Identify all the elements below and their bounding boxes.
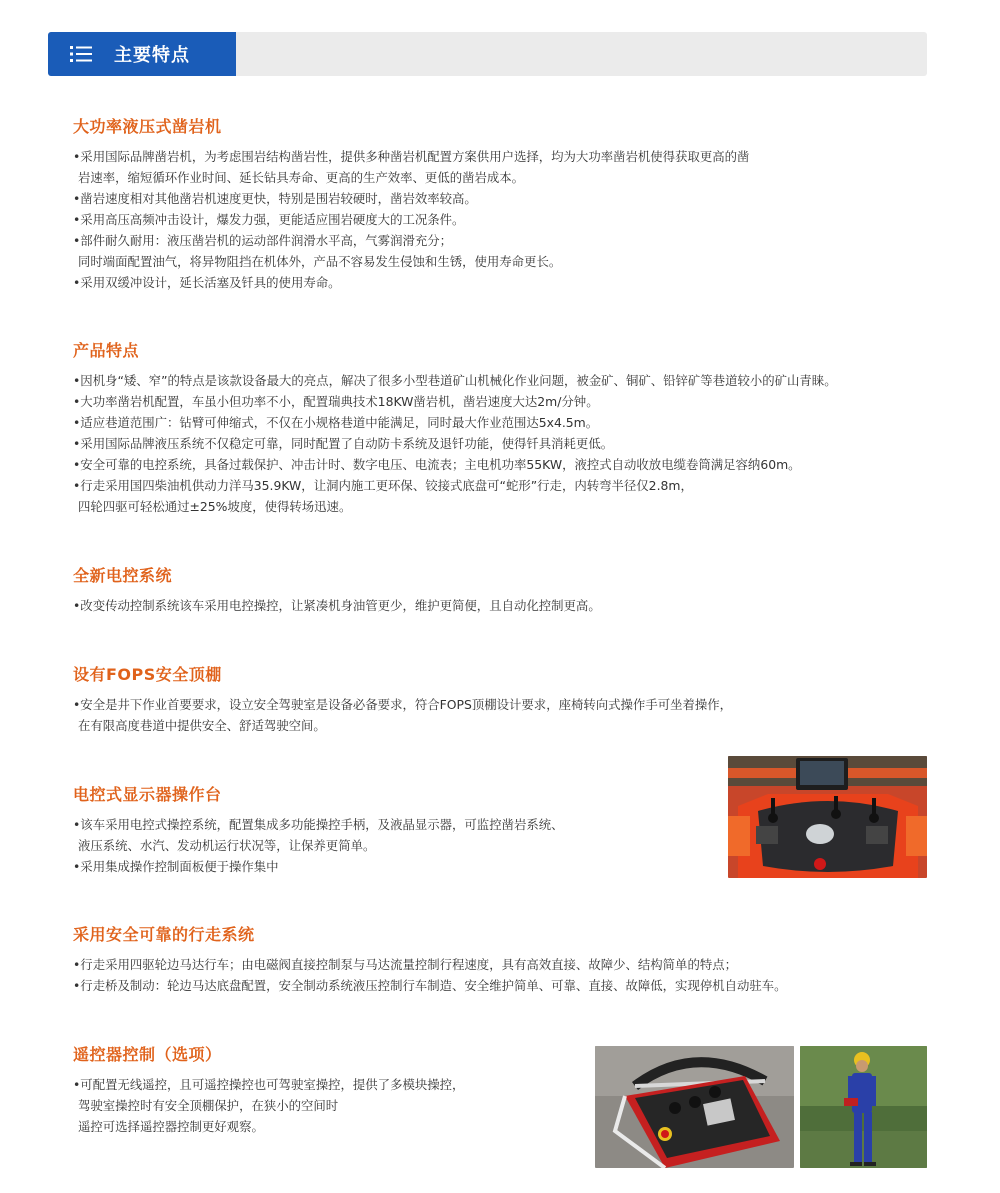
bullet-line: 岩速率，缩短循环作业时间、延长钻具寿命、更高的生产效率、更低的凿岩成本。 bbox=[78, 170, 525, 185]
bullet-line: 遥控可选择遥控器控制更好观察。 bbox=[78, 1119, 264, 1134]
console-photo bbox=[728, 756, 927, 878]
section-header-bar bbox=[48, 32, 927, 76]
section-title: 采用安全可靠的行走系统 bbox=[73, 925, 255, 944]
bullet-line: 液压系统、水汽、发动机运行状况等，让保养更简单。 bbox=[78, 838, 376, 853]
bullet-line: •采用国际品牌凿岩机，为考虑围岩结构凿岩性，提供多种凿岩机配置方案供用户选择，均为大功率凿岩机使得获取更高的凿 bbox=[73, 149, 750, 164]
section-header-tab bbox=[48, 32, 236, 76]
bullet-line: •采用高压高频冲击设计，爆发力强，更能适应围岩硬度大的工况条件。 bbox=[73, 212, 465, 227]
bullet-line: 四轮四驱可轻松通过±25%坡度，使得转场迅速。 bbox=[78, 499, 352, 514]
bullet-line: •安全是井下作业首要要求，设立安全驾驶室是设备必备要求，符合FOPS顶棚设计要求，座椅转向式操作手可坐着操作， bbox=[73, 697, 733, 712]
section-fops-canopy bbox=[73, 664, 732, 736]
section-title: 全新电控系统 bbox=[73, 566, 173, 585]
bullet-line: •大功率凿岩机配置，车虽小但功率不小，配置瑞典技术18KW凿岩机，凿岩速度大达2m/分钟。 bbox=[73, 394, 599, 409]
bullet-line: •可配置无线遥控，且可遥控操控也可驾驶室操控，提供了多模块操控， bbox=[73, 1077, 465, 1092]
section-console bbox=[73, 784, 564, 877]
section-remote-control bbox=[73, 1044, 464, 1137]
bullet-line: 同时端面配置油气，将异物阻挡在机体外，产品不容易发生侵蚀和生锈，使用寿命更长。 bbox=[78, 254, 562, 269]
bullet-line: •该车采用电控式操控系统，配置集成多功能操控手柄，及液晶显示器，可监控凿岩系统、 bbox=[73, 817, 564, 832]
bullet-line: •行走桥及制动：轮边马达底盘配置，安全制动系统液压控制行车制造、安全维护简单、可靠、直接、故障低，实现停机自动驻车。 bbox=[73, 978, 787, 993]
bullet-line: •适应巷道范围广：钻臂可伸缩式，不仅在小规格巷道中能满足，同时最大作业范围达5x4.5m。 bbox=[73, 415, 599, 430]
section-title: 电控式显示器操作台 bbox=[73, 785, 222, 804]
bullet-line: •部件耐久耐用：液压凿岩机的运动部件润滑水平高，气雾润滑充分； bbox=[73, 233, 453, 248]
bullet-line: •凿岩速度相对其他凿岩机速度更快，特别是围岩较硬时，凿岩效率较高。 bbox=[73, 191, 477, 206]
bullet-line: •改变传动控制系统该车采用电控操控，让紧凑机身油管更少，维护更简便，且自动化控制更高。 bbox=[73, 598, 601, 613]
section-title: 大功率液压式凿岩机 bbox=[73, 117, 222, 136]
bullet-line: •采用集成操作控制面板便于操作集中 bbox=[73, 859, 279, 874]
bullet-line: •因机身“矮、窄”的特点是该款设备最大的亮点，解决了很多小型巷道矿山机械化作业问题，被金矿、铜矿、铅锌矿等巷道较小的矿山青睐。 bbox=[73, 373, 837, 388]
section-hydraulic-drill bbox=[73, 116, 749, 293]
section-title: 设有FOPS安全顶棚 bbox=[73, 665, 222, 684]
section-electric-control bbox=[73, 565, 601, 616]
page-title: 主要特点 bbox=[114, 45, 190, 66]
section-title: 产品特点 bbox=[73, 341, 140, 360]
bullet-line: •安全可靠的电控系统，具备过载保护、冲击计时、数字电压、电流表；主电机功率55KW，液控式自动收放电缆卷筒满足容纳60m。 bbox=[73, 457, 801, 472]
bullet-line: •采用双缓冲设计，延长活塞及钎具的使用寿命。 bbox=[73, 275, 341, 290]
operator-photo bbox=[800, 1046, 927, 1168]
remote-controller-photo bbox=[595, 1046, 794, 1168]
bullet-line: •行走采用四驱轮边马达行车；由电磁阀直接控制泵与马达流量控制行程速度，具有高效直接、故障少、结构简单的特点； bbox=[73, 957, 738, 972]
bullet-line: 在有限高度巷道中提供安全、舒适驾驶空间。 bbox=[78, 718, 326, 733]
bullet-line: •采用国际品牌液压系统不仅稳定可靠，同时配置了自动防卡系统及退钎功能，使得钎具消耗更低。 bbox=[73, 436, 614, 451]
list-icon bbox=[70, 45, 92, 63]
bullet-line: 驾驶室操控时有安全顶棚保护，在狭小的空间时 bbox=[78, 1098, 339, 1113]
bullet-line: •行走采用国四柴油机供动力洋马35.9KW，让洞内施工更环保、铰接式底盘可“蛇形”行走，内转弯半径仅2.8m， bbox=[73, 478, 693, 493]
section-product-features bbox=[73, 340, 837, 517]
section-title: 遥控器控制（选项） bbox=[73, 1045, 222, 1064]
section-travel-system bbox=[73, 924, 787, 996]
